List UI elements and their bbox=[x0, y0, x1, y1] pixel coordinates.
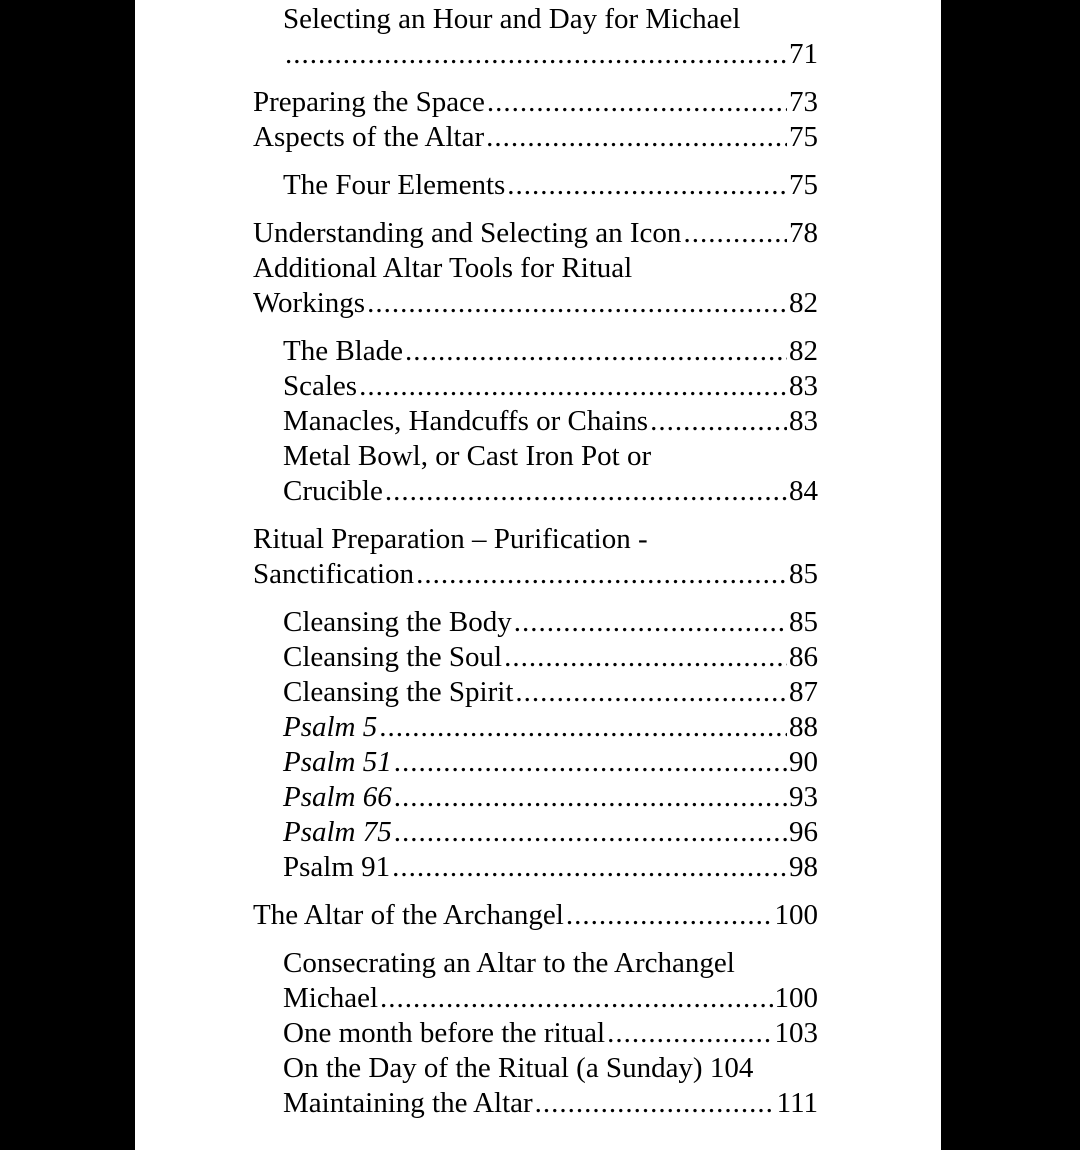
toc-entry-title: On the Day of the Ritual (a Sunday) bbox=[283, 1052, 703, 1084]
toc-page-number: 111 bbox=[776, 1087, 818, 1119]
toc-entry[interactable] bbox=[253, 439, 818, 509]
table-of-contents bbox=[253, 2, 818, 1121]
toc-entry-row bbox=[253, 85, 818, 120]
toc-entry[interactable] bbox=[253, 369, 818, 404]
toc-entry[interactable] bbox=[253, 120, 818, 155]
toc-entry[interactable] bbox=[253, 675, 818, 710]
dot-leader bbox=[566, 898, 773, 933]
toc-group bbox=[253, 168, 818, 203]
toc-page-number: 82 bbox=[789, 335, 818, 367]
toc-entry[interactable] bbox=[253, 780, 818, 815]
toc-entry[interactable] bbox=[253, 1016, 818, 1051]
toc-group bbox=[253, 946, 818, 1121]
toc-entry-row bbox=[283, 474, 818, 509]
dot-leader bbox=[394, 745, 787, 780]
toc-entry-title: Preparing the Space bbox=[253, 86, 485, 118]
toc-group bbox=[253, 898, 818, 933]
toc-page-number: 98 bbox=[789, 851, 818, 883]
dot-leader bbox=[392, 850, 787, 885]
toc-group bbox=[253, 522, 818, 592]
toc-entry-title: Cleansing the Spirit bbox=[283, 676, 514, 708]
toc-page-number: 83 bbox=[789, 370, 818, 402]
toc-entry-row bbox=[253, 216, 818, 251]
dot-leader bbox=[507, 168, 787, 203]
dot-leader bbox=[285, 37, 787, 72]
toc-page-number: 90 bbox=[789, 746, 818, 778]
toc-entry-title: Understanding and Selecting an Icon bbox=[253, 217, 682, 249]
toc-entry-title: Crucible bbox=[283, 475, 383, 507]
toc-entry-row bbox=[283, 1086, 818, 1121]
toc-entry[interactable] bbox=[253, 216, 818, 251]
toc-entry-row bbox=[283, 981, 818, 1016]
toc-entry[interactable] bbox=[253, 85, 818, 120]
toc-entry-title: The Blade bbox=[283, 335, 403, 367]
dot-leader bbox=[359, 369, 787, 404]
toc-page-number: 78 bbox=[789, 217, 818, 249]
toc-page-number: 83 bbox=[789, 405, 818, 437]
toc-entry-row bbox=[283, 1051, 818, 1086]
toc-entry-row bbox=[283, 850, 818, 885]
toc-entry-title: Maintaining the Altar bbox=[283, 1087, 533, 1119]
toc-entry[interactable] bbox=[253, 640, 818, 675]
toc-entry-row bbox=[283, 369, 818, 404]
toc-entry[interactable] bbox=[253, 334, 818, 369]
toc-page-number: 104 bbox=[709, 1052, 754, 1084]
dot-leader bbox=[385, 474, 787, 509]
toc-entry-row bbox=[283, 815, 818, 850]
toc-page-number: 86 bbox=[789, 641, 818, 673]
toc-entry[interactable] bbox=[253, 710, 818, 745]
toc-entry-title: Workings bbox=[253, 287, 366, 319]
toc-entry-title: Psalm 66 bbox=[283, 781, 392, 813]
dot-leader bbox=[535, 1086, 775, 1121]
toc-entry-title: Manacles, Handcuffs or Chains bbox=[283, 405, 649, 437]
toc-entry-row bbox=[283, 1016, 818, 1051]
toc-entry[interactable] bbox=[253, 898, 818, 933]
toc-entry-title: Cleansing the Soul bbox=[283, 641, 503, 673]
toc-entry[interactable] bbox=[253, 522, 818, 592]
toc-entry-title: One month before the ritual bbox=[283, 1017, 606, 1049]
dot-leader bbox=[607, 1016, 772, 1051]
toc-page-number: 103 bbox=[774, 1017, 818, 1049]
toc-entry[interactable] bbox=[253, 404, 818, 439]
dot-leader bbox=[394, 780, 787, 815]
book-page bbox=[135, 0, 941, 1150]
toc-entry-row bbox=[283, 37, 818, 72]
toc-entry-title: Psalm 5 bbox=[283, 711, 378, 743]
dot-leader bbox=[405, 334, 787, 369]
toc-page-number: 85 bbox=[789, 606, 818, 638]
toc-group bbox=[253, 85, 818, 155]
toc-entry-row bbox=[283, 780, 818, 815]
dot-leader bbox=[486, 120, 787, 155]
toc-group bbox=[253, 605, 818, 885]
toc-page-number: 88 bbox=[789, 711, 818, 743]
toc-entry-row bbox=[283, 334, 818, 369]
toc-group bbox=[253, 216, 818, 321]
toc-entry[interactable] bbox=[253, 2, 818, 72]
dot-leader bbox=[379, 710, 787, 745]
dot-leader bbox=[487, 85, 787, 120]
toc-entry-title: The Altar of the Archangel bbox=[253, 899, 564, 931]
toc-entry-title: Aspects of the Altar bbox=[253, 121, 485, 153]
toc-entry-title-line: Additional Altar Tools for Ritual bbox=[253, 252, 633, 284]
toc-page-number: 100 bbox=[774, 899, 818, 931]
toc-entry[interactable] bbox=[253, 946, 818, 1016]
toc-entry-title: Sanctification bbox=[253, 558, 415, 590]
toc-page-number: 96 bbox=[789, 816, 818, 848]
toc-entry-title: Psalm 75 bbox=[283, 816, 392, 848]
toc-entry-title: The Four Elements bbox=[283, 169, 506, 201]
toc-group bbox=[253, 334, 818, 509]
toc-page-number: 75 bbox=[789, 121, 818, 153]
toc-entry-row bbox=[283, 404, 818, 439]
dot-leader bbox=[380, 981, 772, 1016]
dot-leader bbox=[367, 286, 787, 321]
toc-entry-row bbox=[283, 745, 818, 780]
toc-page-number: 82 bbox=[789, 287, 818, 319]
toc-entry-title: Scales bbox=[283, 370, 358, 402]
toc-group bbox=[253, 2, 818, 72]
toc-entry-title: Psalm 91 bbox=[283, 851, 391, 883]
toc-entry[interactable] bbox=[253, 251, 818, 321]
toc-entry-title-line: Consecrating an Altar to the Archangel bbox=[283, 947, 735, 979]
dot-leader bbox=[515, 675, 787, 710]
dot-leader bbox=[416, 557, 787, 592]
toc-page-number: 87 bbox=[789, 676, 818, 708]
spacer bbox=[703, 1051, 710, 1086]
toc-entry[interactable] bbox=[253, 605, 818, 640]
dot-leader bbox=[514, 605, 787, 640]
toc-entry-title: Psalm 51 bbox=[283, 746, 392, 778]
dot-leader bbox=[394, 815, 787, 850]
toc-entry-title-line: Ritual Preparation – Purification - bbox=[253, 523, 648, 555]
toc-entry[interactable] bbox=[253, 168, 818, 203]
dot-leader bbox=[504, 640, 787, 675]
toc-entry[interactable] bbox=[253, 745, 818, 780]
toc-entry[interactable] bbox=[253, 815, 818, 850]
toc-entry[interactable] bbox=[253, 1051, 818, 1086]
dot-leader bbox=[650, 404, 787, 439]
toc-entry-row bbox=[253, 898, 818, 933]
toc-page-number: 93 bbox=[789, 781, 818, 813]
toc-entry-row bbox=[283, 168, 818, 203]
toc-page-number: 84 bbox=[789, 475, 818, 507]
toc-entry-title: Cleansing the Body bbox=[283, 606, 512, 638]
toc-page-number: 100 bbox=[774, 982, 818, 1014]
toc-entry-row bbox=[253, 557, 818, 592]
toc-page-number: 73 bbox=[789, 86, 818, 118]
toc-entry-row bbox=[253, 120, 818, 155]
toc-entry-title: Michael bbox=[283, 982, 379, 1014]
toc-page-number: 85 bbox=[789, 558, 818, 590]
toc-entry-title-line: Metal Bowl, or Cast Iron Pot or bbox=[283, 440, 652, 472]
toc-entry-title-line: Selecting an Hour and Day for Michael bbox=[283, 3, 741, 35]
toc-entry-row bbox=[283, 605, 818, 640]
dot-leader bbox=[683, 216, 787, 251]
toc-entry-row bbox=[253, 286, 818, 321]
toc-page-number: 71 bbox=[789, 38, 818, 70]
toc-entry[interactable] bbox=[253, 850, 818, 885]
toc-entry-row bbox=[283, 640, 818, 675]
toc-entry-row bbox=[283, 675, 818, 710]
toc-page-number: 75 bbox=[789, 169, 818, 201]
toc-entry[interactable] bbox=[253, 1086, 818, 1121]
toc-entry-row bbox=[283, 710, 818, 745]
